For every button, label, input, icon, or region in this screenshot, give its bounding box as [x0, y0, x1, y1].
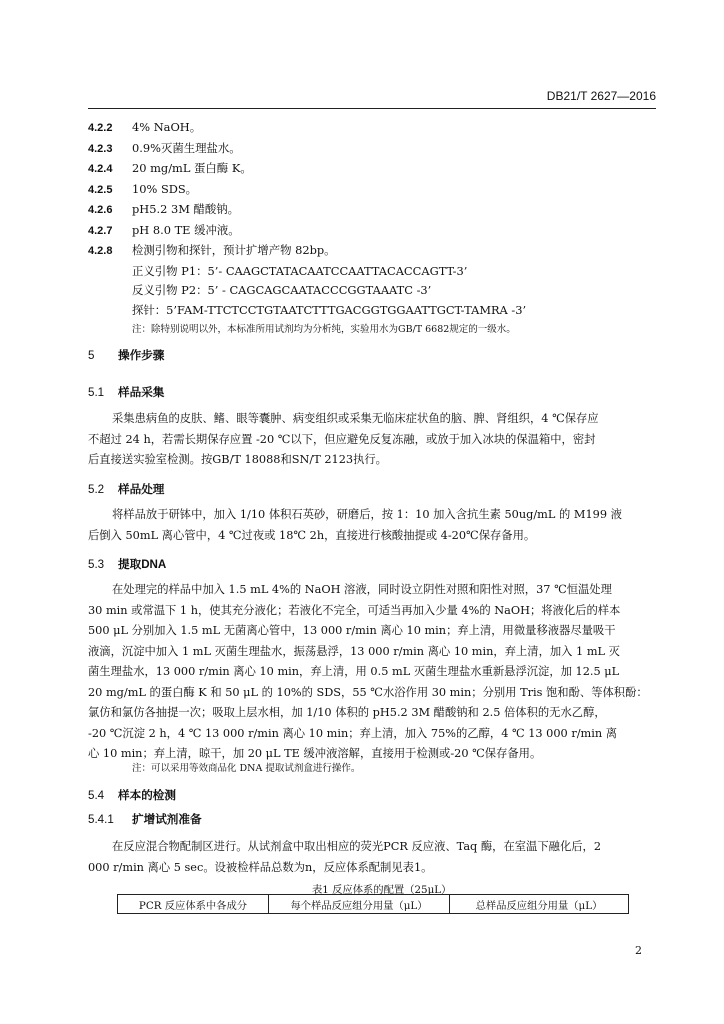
- section-heading: 5.4.1 扩增试剂准备: [88, 813, 202, 826]
- table-caption: 表1 反应体系的配置（25μL）: [312, 884, 452, 896]
- standard-code: DB21/T 2627—2016: [546, 89, 656, 103]
- list-item: 4.2.6 pH5.2 3M 醋酸钠。: [88, 202, 240, 216]
- table-header-cell: 每个样品反应组分用量（μL）: [269, 895, 450, 914]
- table-header-cell: PCR 反应体系中各成分: [118, 895, 269, 914]
- probe: 探针：5’FAM-TTCTCCTGTAATCTTTGACGGTGGAATTGCT-TAMRA -3’: [132, 302, 527, 317]
- list-item: 4.2.8 检测引物和探针，预计扩增产物 82bp。: [88, 243, 336, 257]
- section-heading: 5.4 样本的检测: [88, 789, 176, 802]
- note: 注：除特别说明以外，本标准所用试剂均为分析纯，实验用水为GB/T 6682规定的一级水。: [132, 324, 516, 335]
- list-item: 4.2.2 4% NaOH。: [88, 120, 202, 134]
- section-heading: 5.1 样品采集: [88, 386, 165, 399]
- header-rule: [88, 108, 656, 109]
- section-heading: 5 操作步骤: [88, 349, 165, 362]
- section-heading: 5.2 样品处理: [88, 483, 165, 496]
- reaction-table: [117, 894, 629, 914]
- section-heading: 5.3 提取DNA: [88, 558, 167, 571]
- paragraph: 将样品放于研钵中，加入 1/10 体积石英砂，研磨后，按 1：10 加入含抗生素 50ug/mL 的 M199 液 后倒入 50mL 离心管中，4 ℃过夜或 18℃ 2h，直接进行核酸抽提或 4-20℃保存备用。: [88, 508, 622, 542]
- page-number: 2: [635, 944, 642, 957]
- paragraph: 在反应混合物配制区进行。从试剂盒中取出相应的荧光PCR 反应液、Taq 酶，在室温下融化后，2 000 r/min 离心 5 sec。设被检样品总数为n，反应体系配制见表1。: [88, 840, 602, 874]
- list-item: 4.2.5 10% SDS。: [88, 181, 198, 196]
- list-item: 4.2.4 20 mg/mL 蛋白酶 K。: [88, 161, 252, 175]
- note: 注：可以采用等效商品化 DNA 提取试剂盒进行操作。: [132, 763, 361, 774]
- paragraph: 在处理完的样品中加入 1.5 mL 4%的 NaOH 溶液，同时设立阴性对照和阳性对照，37 ℃恒温处理 30 min 或常温下 1 h，使其充分液化；若液化不完全，可适当再加入少量 4%的 NaOH；将液化后的样本 500 μL 分别加入 1.5 mL 无菌离心管中，13 000 r/min 离心 10 min；弃上清，用微量移液器尽量吸干 液滴，沉淀中加入 1 mL 灭菌生理盐水，振荡悬浮，13 000 r/min 离心 10 min，弃上清，加入 1 mL 灭 菌生理盐水，13 000 r/min 离心 10 min，弃上清，用 0.5 mL 灭菌生理盐水重新悬浮沉淀，加 12.5 μL 20 mg/mL 的蛋白酶 K 和 50 μL 的 10%的 SDS，55 ℃水浴作用 30 min；分别用 Tris 饱和酚、等体积酚： 氯仿和氯仿各抽提一次；吸取上层水相，加 1/10 体积的 pH5.2 3M 醋酸钠和 2.5 倍体积的无水乙醇， -20 ℃沉淀 2 h，4 ℃ 13 000 r/min 离心 10 min；弃上清，加入 75%的乙醇，4 ℃ 13 000 r/min 离 心 10 min；弃上清，晾干，加 20 μL TE 缓冲液溶解，直接用于检测或-20 ℃保存备用。: [88, 583, 648, 760]
- primer-forward: 正义引物 P1：5’- CAAGCTATACAATCCAATTACACCAGTT-3’: [132, 263, 468, 278]
- list-item: 4.2.7 pH 8.0 TE 缓冲液。: [88, 222, 240, 237]
- reagent-list: [88, 118, 526, 340]
- table-row: [118, 895, 629, 914]
- paragraph: 采集患病鱼的皮肤、鳍、眼等囊肿、病变组织或采集无临床症状鱼的脑、脾、肾组织，4 ℃保存应 不超过 24 h，若需长期保存应置 -20 ℃以下，但应避免反复冻融，或放于加入冰块的保温箱中，密封 后直接送实验室检测。按GB/T 18088和SN/T 2123执行。: [88, 412, 599, 466]
- list-item: 4.2.3 0.9%灭菌生理盐水。: [88, 140, 241, 155]
- primer-reverse: 反义引物 P2：5’ - CAGCAGCAATACCCGGTAAATC -3’: [132, 283, 432, 297]
- table-header-cell: 总样品反应组分用量（μL）: [450, 895, 629, 914]
